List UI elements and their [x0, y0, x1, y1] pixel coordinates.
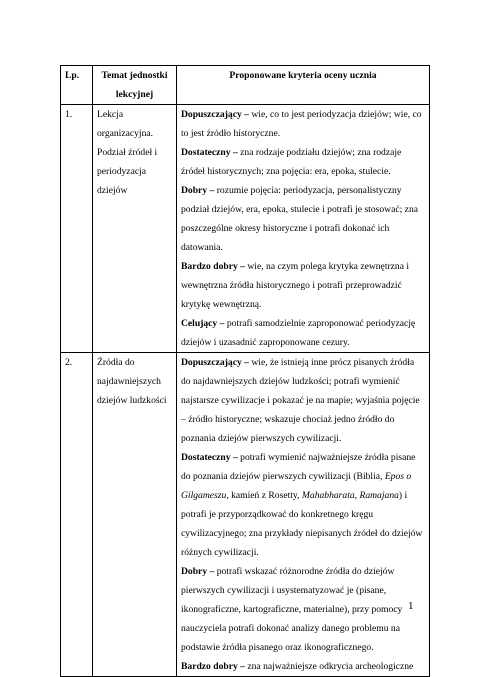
grade-label: Bardzo dobry –: [181, 261, 245, 272]
grade-label: Dopuszczający –: [181, 109, 249, 120]
row-lp: 2.: [61, 353, 93, 677]
grade-label: Celujący –: [181, 318, 225, 329]
criterion-text: rozumie pojęcia: periodyzacja, personalistyczny podział dziejów, era, epoka, stulecie i potrafi je stosować; zna poszczególne okresy historyczne i potrafi dokonać ich datowania.: [181, 185, 418, 253]
grade-label: Dostateczny –: [181, 147, 238, 158]
row-topic: Źródła do najdawniejszych dziejów ludzkości: [93, 353, 177, 677]
criterion-text: wie, co to jest periodyzacja dziejów; wie, co to jest źródło historyczne.: [181, 109, 422, 139]
table-row: [61, 353, 430, 677]
header-criteria: Proponowane kryteria oceny ucznia: [177, 66, 430, 105]
criterion-italic: Epos o Gilgameszu: [181, 471, 412, 501]
table-header-row: [61, 66, 430, 105]
criterion: [181, 448, 425, 562]
criterion-text: potrafi wskazać różnorodne źródła do dziejów pierwszych cywilizacji i usystematyzować je (pisane, ikonograficzne, kartograficzne, materialne), przy pomocy nauczyciela potrafi dokonać analizy danego problemu na podstawie źródła pisanego oraz ikonograficznego.: [181, 566, 403, 653]
grade-label: Dobry –: [181, 566, 215, 577]
criterion: [181, 257, 425, 314]
row-criteria: [177, 353, 430, 677]
criterion: [181, 143, 425, 181]
criterion-text: potrafi wymienić najważniejsze źródła pisane do poznania dziejów pierwszych cywilizacji (Biblia,: [181, 452, 416, 482]
criterion-text: wie, że istnieją inne prócz pisanych źródła do najdawniejszych dziejów ludzkości; potrafi wymienić najstarsze cywilizacje i pokazać je na mapie; wyjaśnia pojęcie – źródło historyczne; wskazuje chociaż jedno źródło do poznania dziejów pierwszych cywilizacji.: [181, 357, 420, 444]
criterion: [181, 353, 425, 448]
row-topic: Lekcja organizacyjna. Podział źródeł i periodyzacja dziejów: [93, 105, 177, 353]
criterion: [181, 562, 425, 657]
header-lp: Lp.: [61, 66, 93, 105]
row-criteria: [177, 105, 430, 353]
grade-label: Bardzo dobry –: [181, 661, 245, 672]
criterion-text: ) i potrafi je przyporządkować do konkretnego kręgu cywilizacyjnego; zna przykłady niepisanych źródeł do dziejów różnych cywilizacji.: [181, 490, 423, 558]
criterion: [181, 657, 425, 676]
criterion-text: potrafi samodzielnie zaproponować periodyzację dziejów i uzasadnić zaproponowane cezury.: [181, 318, 416, 348]
criterion: [181, 105, 425, 143]
criterion-italic: Mahabharata, Ramajana: [301, 490, 399, 501]
grade-label: Dostateczny –: [181, 452, 238, 463]
header-topic: Temat jednostki lekcyjnej: [93, 66, 177, 105]
criterion: [181, 314, 425, 352]
criterion-text: , kamień z Rosetty,: [226, 490, 302, 501]
table-row: [61, 105, 430, 353]
grade-label: Dobry –: [181, 185, 215, 196]
criterion-text: zna rodzaje podziału dziejów; zna rodzaje źródeł historycznych; zna pojęcia: era, epoka, stulecie.: [181, 147, 402, 177]
grade-label: Dopuszczający –: [181, 357, 249, 368]
page-number: 1: [408, 600, 414, 612]
criterion: [181, 181, 425, 257]
grading-criteria-table: [60, 65, 430, 677]
row-lp: 1.: [61, 105, 93, 353]
criterion-text: wie, na czym polega krytyka zewnętrzna i wewnętrzna źródła historycznego i potrafi przeprowadzić krytykę wewnętrzną.: [181, 261, 410, 310]
criterion-text: zna najważniejsze odkrycia archeologiczne: [244, 661, 414, 672]
